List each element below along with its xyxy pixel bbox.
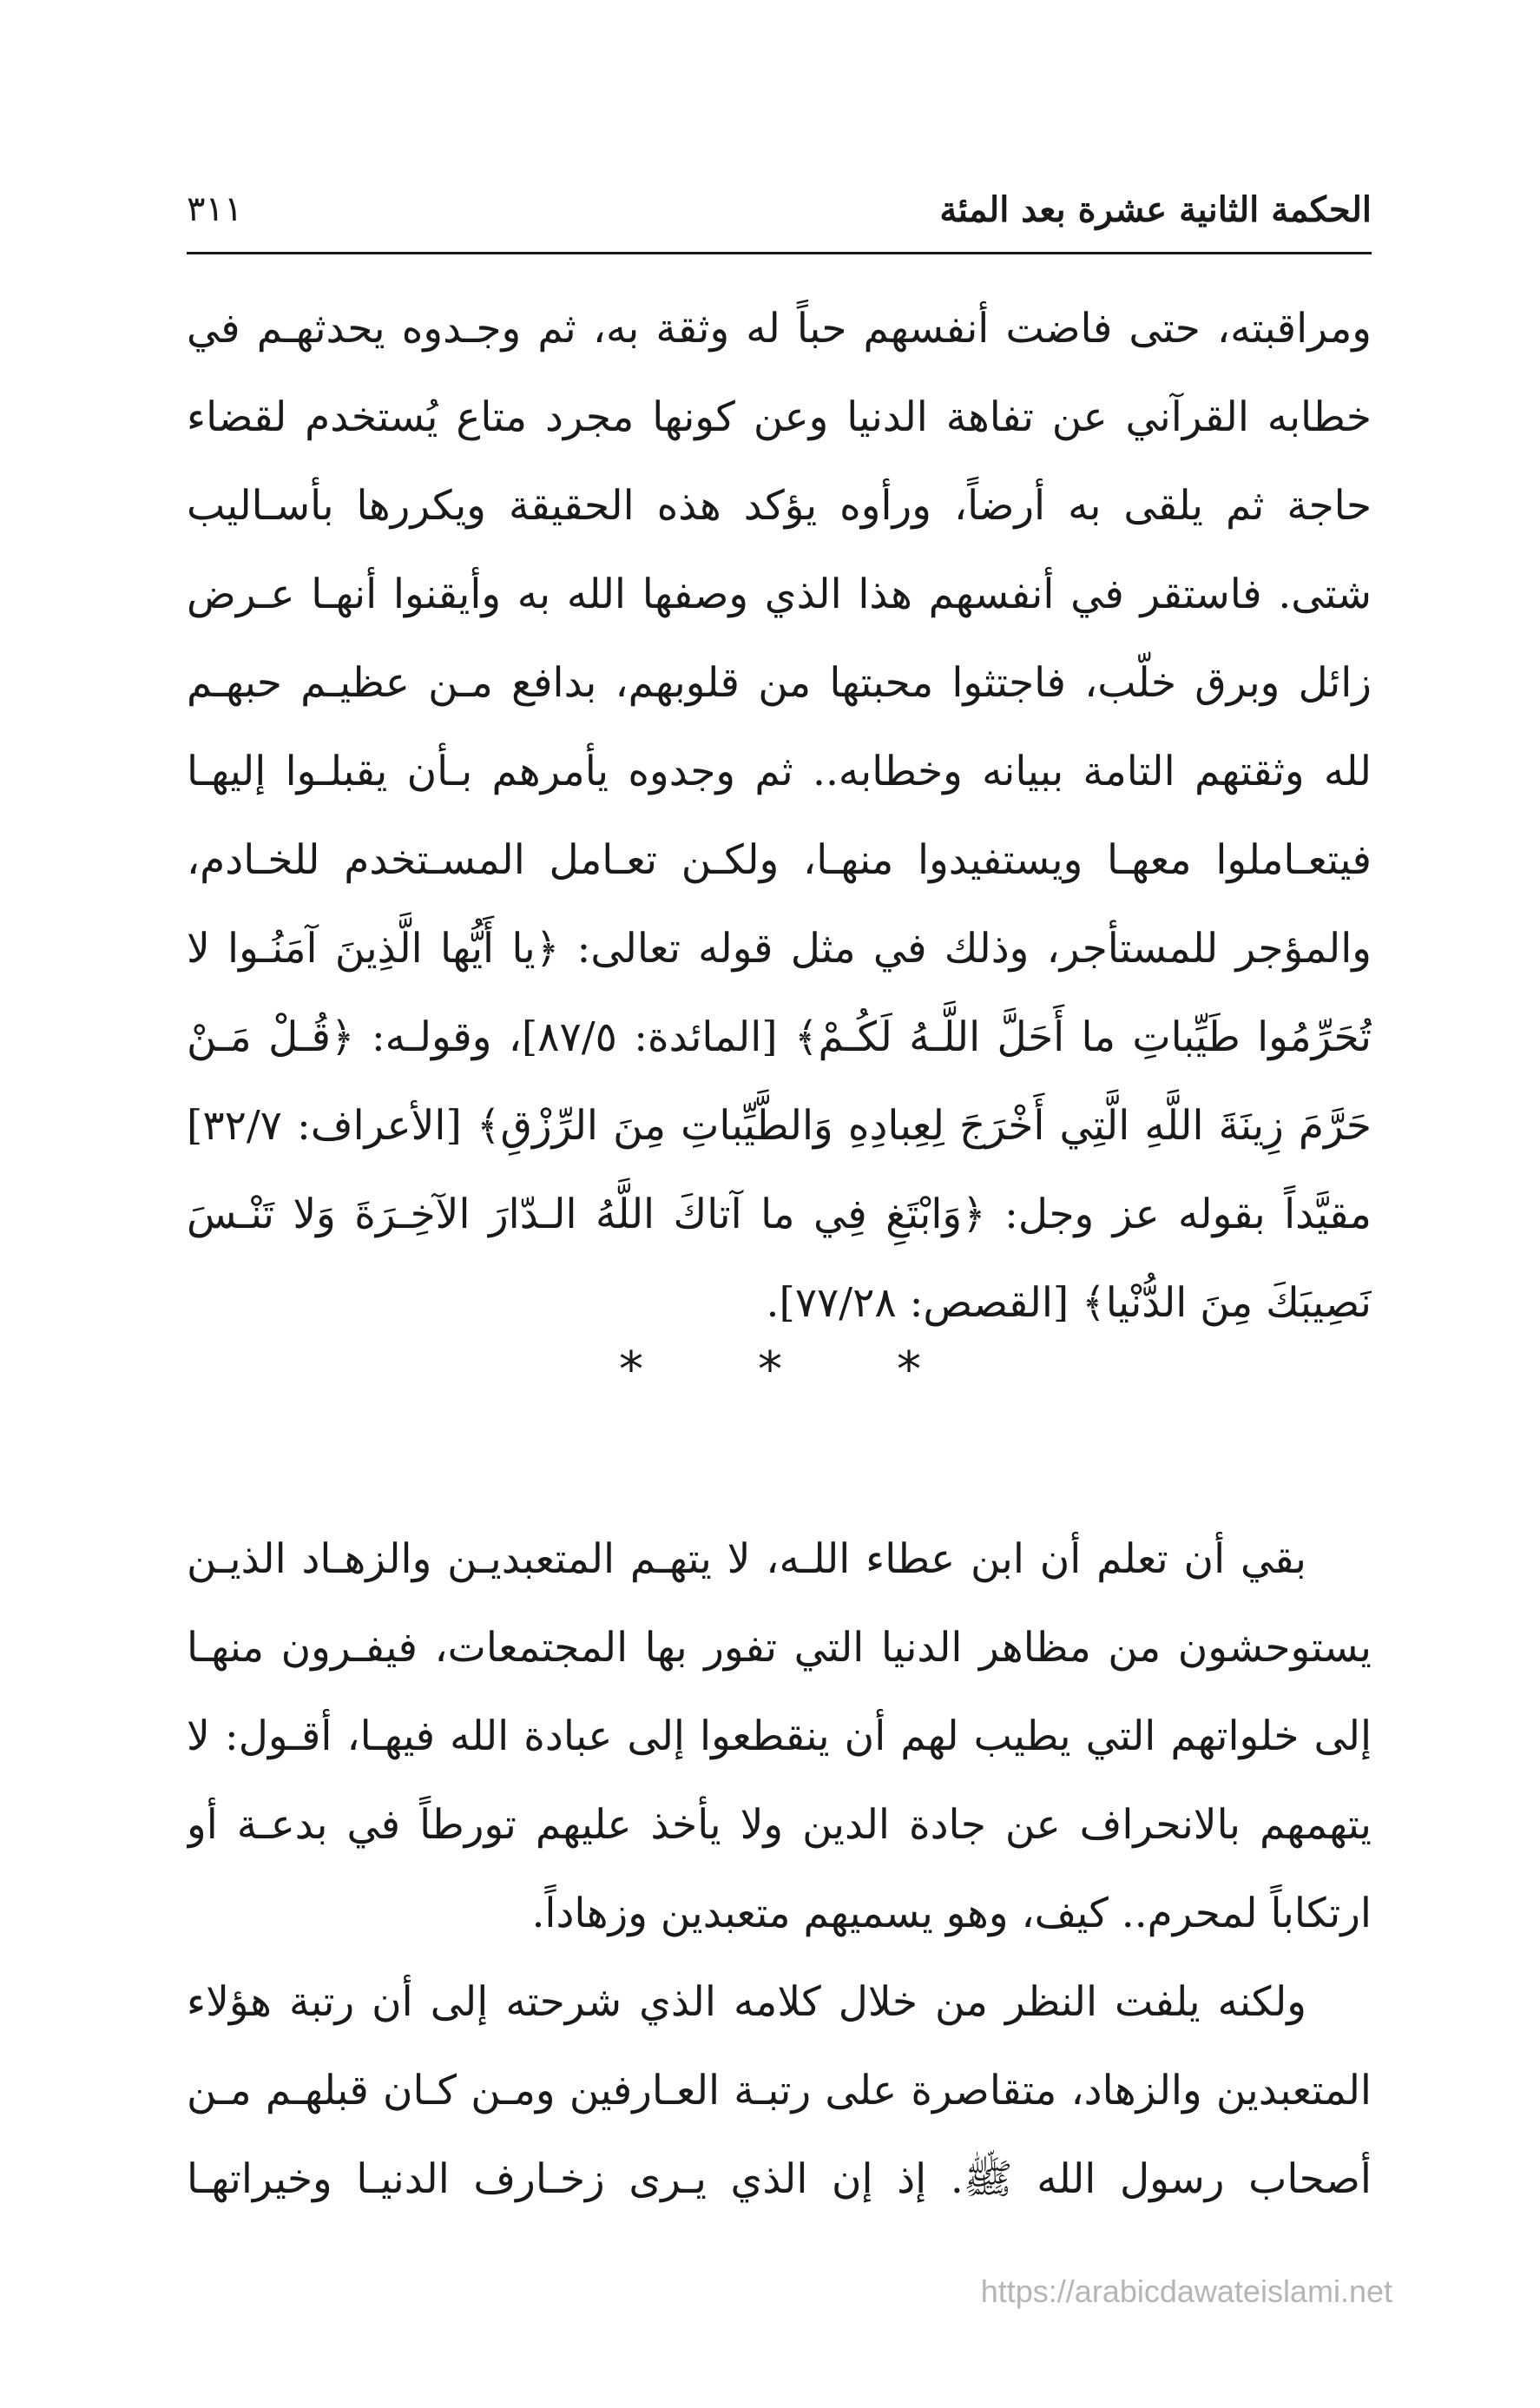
- running-title: الحكمة الثانية عشرة بعد المئة: [939, 189, 1372, 230]
- text-line: مقيَّداً بقوله عز وجل: ﴿وَابْتَغِ فِي ما آتاكَ اللَّهُ الـدّارَ الآخِـرَةَ وَلا تَنْـسَ: [187, 1191, 1372, 1238]
- text-line: حاجة ثم يلقى به أرضاً، ورأوه يؤكد هذه الحقيقة ويكررها بأسـاليب: [187, 482, 1372, 530]
- text-line: ولكنه يلفت النظر من خلال كلامه الذي شرحته إلى أن رتبة هؤلاء: [187, 1978, 1306, 2026]
- text-line: ارتكاباً لمحرم.. كيف، وهو يسميهم متعبدين وزهاداً.: [531, 1890, 1372, 1937]
- asterisk: *: [897, 1342, 921, 1398]
- text-line: شتى. فاستقر في أنفسهم هذا الذي وصفها الله به وأيقنوا أنهـا عـرض: [187, 571, 1372, 618]
- paragraph-3: [187, 1958, 1372, 2224]
- text-line: المتعبدين والزهاد، متقاصرة على رتبـة العـارفين ومـن كـان قبلهـم مـن: [187, 2067, 1372, 2114]
- text-line: والمؤجر للمستأجر، وذلك في مثل قوله تعالى: ﴿يا أَيُّها الَّذِينَ آمَنُـوا لا: [187, 925, 1372, 973]
- text-line: يستوحشون من مظاهر الدنيا التي تفور بها المجتمعات، فيفـرون منهـا: [187, 1624, 1372, 1672]
- text-line: فيتعـاملوا معهـا ويستفيدوا منهـا، ولكـن تعـامل المسـتخدم للخـادم،: [187, 836, 1372, 884]
- text-line: خطابه القرآني عن تفاهة الدنيا وعن كونها مجرد متاع يُستخدم لقضاء: [187, 393, 1372, 441]
- text-line: تُحَرِّمُوا طَيِّباتِ ما أَحَلَّ اللَّـهُ لَكُـمْ﴾ [المائدة: ٨٧/٥]، وقولـه: ﴿قُـلْ مَـنْ: [187, 1013, 1372, 1061]
- text-line: بقي أن تعلم أن ابن عطاء اللـه، لا يتهـم المتعبديـن والزهـاد الذيـن: [187, 1535, 1306, 1583]
- asterisk: *: [619, 1342, 643, 1398]
- text-line: إلى خلواتهم التي يطيب لهم أن ينقطعوا إلى عبادة الله فيهـا، أقـول: لا: [187, 1712, 1372, 1760]
- page-number: ٣١١: [187, 189, 243, 229]
- text-line: ومراقبته، حتى فاضت أنفسهم حباً له وثقة به، ثم وجـدوه يحدثهـم في: [187, 305, 1372, 353]
- section-separator: [0, 1342, 1540, 1411]
- text-line: أصحاب رسول الله ﷺ. إذ إن الذي يـرى زخـارف الدنيـا وخيراتهـا: [187, 2155, 1372, 2203]
- text-line: حَرَّمَ زِينَةَ اللَّهِ الَّتِي أَخْرَجَ لِعِبادِهِ وَالطَّيِّباتِ مِنَ الرِّزْقِ﴾ [الأعراف: ٣٢/٧]: [187, 1102, 1372, 1150]
- text-line: زائل وبرق خلّب، فاجتثوا محبتها من قلوبهم، بدافع مـن عظيـم حبهـم: [187, 659, 1372, 707]
- paragraph-1: [187, 285, 1372, 1348]
- paragraph-2: [187, 1515, 1372, 1958]
- text-line: نَصِيبَكَ مِنَ الدُّنْيا﴾ [القصص: ٧٧/٢٨].: [766, 1279, 1372, 1327]
- text-line: يتهمهم بالانحراف عن جادة الدين ولا يأخذ عليهم تورطاً في بدعـة أو: [187, 1801, 1372, 1849]
- asterisk: *: [758, 1342, 782, 1398]
- watermark-url: https://arabicdawateislami.net: [980, 2273, 1392, 2309]
- text-line: لله وثقتهم التامة ببيانه وخطابه.. ثم وجدوه يأمرهم بـأن يقبلـوا إليهـا: [187, 748, 1372, 795]
- header-rule: [187, 252, 1372, 254]
- page-header: [187, 174, 1372, 243]
